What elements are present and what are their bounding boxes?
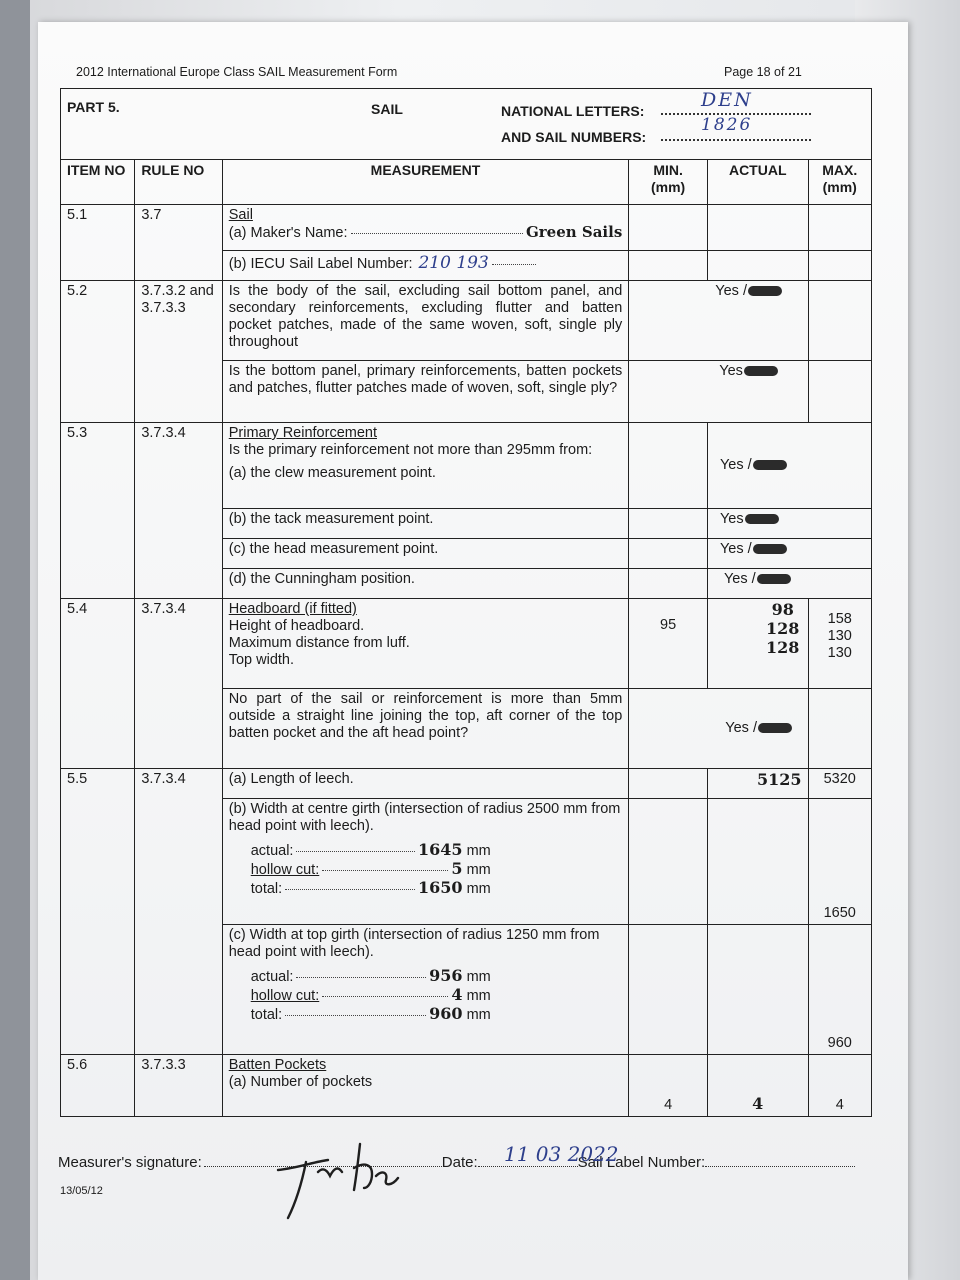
maker-label: (a) Maker's Name: xyxy=(228,225,348,242)
redaction-mark xyxy=(758,723,792,733)
headboard-luff-label: Maximum distance from luff. xyxy=(228,635,410,652)
dot-leader xyxy=(351,232,523,234)
form-sheet xyxy=(38,22,908,1280)
hollow-label: hollow cut: xyxy=(250,988,320,1005)
measurement-cell xyxy=(222,925,629,1055)
pockets-label: (a) Number of pockets xyxy=(228,1074,373,1091)
total-value: 1650 xyxy=(418,878,463,898)
maker-line xyxy=(229,224,623,242)
measurement-cell xyxy=(222,1055,629,1117)
rule-no: 3.7.3.4 xyxy=(135,769,222,1055)
signature-label: Measurer's signature: xyxy=(58,1154,202,1171)
col-max: MAX. (mm) xyxy=(808,160,872,205)
leech-length-max: 5320 xyxy=(808,769,872,799)
answer-cell xyxy=(707,509,871,539)
max-value: 158 xyxy=(827,611,852,627)
label-number-line xyxy=(229,253,623,273)
column-header-row xyxy=(61,160,872,205)
actual-value: 4 xyxy=(707,1055,808,1117)
yes-answer: Yes xyxy=(719,363,743,379)
yes-answer: Yes / xyxy=(723,571,756,587)
head-point: (c) the head measurement point. xyxy=(222,539,629,569)
centre-girth-title: (b) Width at centre girth (intersection of radius 2500 mm from head point with leech). xyxy=(228,801,621,835)
part-name: SAIL xyxy=(371,101,403,117)
table-row xyxy=(61,1055,872,1117)
measurement-cell: No part of the sail or reinforcement is more than 5mm outside a straight line joining the top, aft corner of the top batten pocket and the aft head point? xyxy=(222,689,629,769)
handwritten-signature xyxy=(268,1132,418,1222)
headboard-height-label: Height of headboard. xyxy=(228,618,365,635)
maker-value: Green Sails xyxy=(525,223,623,242)
section-title: Sail xyxy=(228,207,253,223)
col-actual: ACTUAL xyxy=(707,160,808,205)
sail-numbers-value: 1826 xyxy=(701,115,753,135)
date-value: 11 03 2022 xyxy=(504,1142,619,1166)
centre-girth-calc: actual: 1645 mm hollow cut: 5 mm total: 1650 mm xyxy=(250,840,491,898)
actual-value: 128 xyxy=(766,618,800,638)
total-value: 960 xyxy=(429,1004,463,1024)
top-girth-calc: actual: 956 mm hollow cut: 4 mm total: 960 mm xyxy=(250,966,491,1024)
item-no: 5.2 xyxy=(61,281,135,423)
measurement-cell xyxy=(222,251,629,281)
answer-cell xyxy=(629,281,808,361)
measurement-cell xyxy=(222,423,629,509)
rule-no: 3.7.3.3 xyxy=(135,1055,222,1117)
measurement-cell: Is the bottom panel, primary reinforcements, batten pockets and patches, flutter patches made of woven, soft, single ply? xyxy=(222,361,629,423)
table-row xyxy=(61,205,872,251)
yes-answer: Yes / xyxy=(719,541,752,557)
dot-leader xyxy=(492,263,536,265)
measurement-cell xyxy=(222,799,629,925)
page-number: Page 18 of 21 xyxy=(724,65,802,79)
centre-girth-max: 1650 xyxy=(808,799,872,925)
table-row xyxy=(61,599,872,689)
rule-no: 3.7.3.4 xyxy=(135,599,222,769)
headboard-top-label: Top width. xyxy=(228,652,295,669)
max-value: 4 xyxy=(808,1055,872,1117)
rule-no: 3.7.3.2 and 3.7.3.3 xyxy=(135,281,222,423)
answer-cell xyxy=(707,569,871,599)
answer-cell xyxy=(707,423,871,509)
measurement-cell xyxy=(222,205,629,251)
min-value: 95 xyxy=(629,599,708,689)
actual-values xyxy=(707,599,808,689)
section-title: Headboard (if fitted) xyxy=(228,601,357,617)
label-number-label: (b) IECU Sail Label Number: xyxy=(228,256,413,272)
yes-answer: Yes / xyxy=(719,456,752,473)
yes-answer: Yes / xyxy=(715,283,747,299)
item-no: 5.3 xyxy=(61,423,135,599)
answer-cell xyxy=(629,689,808,769)
rule-no: 3.7 xyxy=(135,205,222,281)
table-row xyxy=(61,769,872,799)
hollow-value: 5 xyxy=(451,859,463,879)
section-intro: Is the primary reinforcement not more than 295mm from: xyxy=(228,442,593,459)
item-no: 5.4 xyxy=(61,599,135,769)
redaction-mark xyxy=(748,286,782,296)
redaction-mark xyxy=(753,460,787,470)
label-number-line xyxy=(705,1166,855,1167)
measurement-cell xyxy=(222,599,629,689)
part-header-row xyxy=(61,89,872,160)
col-rule: RULE NO xyxy=(135,160,222,205)
min-value: 4 xyxy=(629,1055,708,1117)
redaction-mark xyxy=(757,574,791,584)
section-title: Primary Reinforcement xyxy=(228,425,377,441)
actual-value: 128 xyxy=(766,637,800,657)
col-item: ITEM NO xyxy=(61,160,135,205)
redaction-mark xyxy=(744,366,778,376)
yes-answer: Yes xyxy=(719,511,744,527)
answer-cell xyxy=(707,539,871,569)
clew-point: (a) the clew measurement point. xyxy=(228,465,436,482)
actual-value: 1645 xyxy=(418,840,463,860)
answer-cell xyxy=(629,361,808,423)
redaction-mark xyxy=(745,514,779,524)
actual-value: 956 xyxy=(429,966,463,986)
item-no: 5.6 xyxy=(61,1055,135,1117)
actual-value: 98 xyxy=(771,600,794,619)
leech-length-label: (a) Length of leech. xyxy=(222,769,629,799)
form-title: 2012 International Europe Class SAIL Measurement Form xyxy=(76,65,398,79)
signature-footer xyxy=(58,1154,855,1171)
top-girth-max: 960 xyxy=(808,925,872,1055)
item-no: 5.1 xyxy=(61,205,135,281)
measurement-cell: Is the body of the sail, excluding sail bottom panel, and secondary reinforcements, excluding flutter and batten pocket patches, made of the same woven, soft, single ply throughout xyxy=(222,281,629,361)
item-no: 5.5 xyxy=(61,769,135,1055)
tack-point: (b) the tack measurement point. xyxy=(222,509,629,539)
table-row xyxy=(61,423,872,509)
section-title: Batten Pockets xyxy=(228,1057,327,1073)
col-min: MIN. (mm) xyxy=(629,160,708,205)
max-value: 130 xyxy=(827,628,852,645)
form-version: 13/05/12 xyxy=(60,1185,103,1197)
total-label: total: xyxy=(250,881,283,898)
sail-numbers-label: AND SAIL NUMBERS: xyxy=(501,129,647,145)
label-number-label: Sail Label Number: xyxy=(577,1154,706,1171)
hollow-label: hollow cut: xyxy=(250,862,320,879)
actual-label: actual: xyxy=(250,969,294,986)
measurement-table xyxy=(60,88,872,1117)
label-number-value: 210 193 xyxy=(418,253,489,273)
leech-length-actual: 5125 xyxy=(707,769,808,799)
cunningham-point: (d) the Cunningham position. xyxy=(222,569,629,599)
hollow-value: 4 xyxy=(451,985,463,1005)
max-value: 130 xyxy=(827,645,852,662)
table-row xyxy=(61,281,872,361)
date-label: Date: xyxy=(441,1154,478,1171)
col-measurement: MEASUREMENT xyxy=(222,160,629,205)
max-values xyxy=(808,599,872,689)
national-letters-value: DEN xyxy=(701,89,753,111)
top-girth-title: (c) Width at top girth (intersection of radius 1250 mm from head point with leech). xyxy=(228,927,600,961)
national-letters-label: NATIONAL LETTERS: xyxy=(501,103,645,119)
actual-label: actual: xyxy=(250,843,294,860)
part-label: PART 5. xyxy=(67,99,120,115)
yes-answer: Yes / xyxy=(725,719,757,736)
date-line xyxy=(478,1166,578,1167)
rule-no: 3.7.3.4 xyxy=(135,423,222,599)
sail-numbers-line xyxy=(661,139,811,141)
total-label: total: xyxy=(250,1007,283,1024)
redaction-mark xyxy=(753,544,787,554)
